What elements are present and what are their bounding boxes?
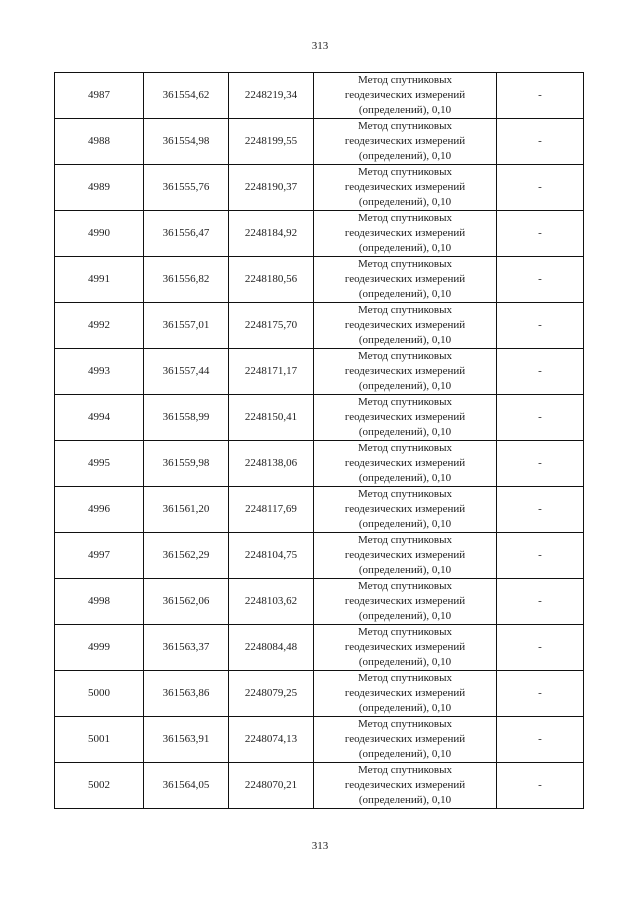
method-text: Метод спутниковых геодезических измерений (определений), 0,10 bbox=[344, 120, 466, 162]
method-cell bbox=[314, 303, 497, 349]
description-cell: - bbox=[497, 257, 584, 303]
method-cell bbox=[314, 533, 497, 579]
description-cell: - bbox=[497, 73, 584, 119]
table-row bbox=[55, 579, 584, 625]
table-row bbox=[55, 717, 584, 763]
y-coordinate-cell: 2248074,13 bbox=[229, 717, 314, 763]
point-number-cell: 4993 bbox=[55, 349, 144, 395]
description-cell: - bbox=[497, 763, 584, 809]
page-number-bottom: 313 bbox=[311, 840, 329, 852]
coordinates-table-body bbox=[55, 73, 584, 809]
method-text: Метод спутниковых геодезических измерений (определений), 0,10 bbox=[344, 488, 466, 530]
point-number-cell: 4995 bbox=[55, 441, 144, 487]
x-coordinate-cell: 361562,29 bbox=[144, 533, 229, 579]
method-text: Метод спутниковых геодезических измерений (определений), 0,10 bbox=[344, 626, 466, 668]
y-coordinate-cell: 2248171,17 bbox=[229, 349, 314, 395]
description-cell: - bbox=[497, 395, 584, 441]
table-row bbox=[55, 763, 584, 809]
table-row bbox=[55, 441, 584, 487]
x-coordinate-cell: 361557,44 bbox=[144, 349, 229, 395]
x-coordinate-cell: 361564,05 bbox=[144, 763, 229, 809]
x-coordinate-cell: 361563,91 bbox=[144, 717, 229, 763]
method-text: Метод спутниковых геодезических измерений (определений), 0,10 bbox=[344, 350, 466, 392]
x-coordinate-cell: 361556,82 bbox=[144, 257, 229, 303]
x-coordinate-cell: 361556,47 bbox=[144, 211, 229, 257]
x-coordinate-cell: 361557,01 bbox=[144, 303, 229, 349]
method-text: Метод спутниковых геодезических измерений (определений), 0,10 bbox=[344, 764, 466, 806]
table-row bbox=[55, 487, 584, 533]
y-coordinate-cell: 2248104,75 bbox=[229, 533, 314, 579]
description-cell: - bbox=[497, 671, 584, 717]
method-text: Метод спутниковых геодезических измерений (определений), 0,10 bbox=[344, 718, 466, 760]
method-text: Метод спутниковых геодезических измерений (определений), 0,10 bbox=[344, 304, 466, 346]
description-cell: - bbox=[497, 349, 584, 395]
y-coordinate-cell: 2248079,25 bbox=[229, 671, 314, 717]
method-cell bbox=[314, 119, 497, 165]
table-row bbox=[55, 119, 584, 165]
x-coordinate-cell: 361561,20 bbox=[144, 487, 229, 533]
method-text: Метод спутниковых геодезических измерений (определений), 0,10 bbox=[344, 258, 466, 300]
method-cell bbox=[314, 579, 497, 625]
description-cell: - bbox=[497, 625, 584, 671]
table-row bbox=[55, 625, 584, 671]
description-cell: - bbox=[497, 165, 584, 211]
method-text: Метод спутниковых геодезических измерений (определений), 0,10 bbox=[344, 396, 466, 438]
method-text: Метод спутниковых геодезических измерений (определений), 0,10 bbox=[344, 534, 466, 576]
x-coordinate-cell: 361563,37 bbox=[144, 625, 229, 671]
y-coordinate-cell: 2248117,69 bbox=[229, 487, 314, 533]
point-number-cell: 5001 bbox=[55, 717, 144, 763]
method-cell bbox=[314, 625, 497, 671]
method-cell bbox=[314, 73, 497, 119]
point-number-cell: 5002 bbox=[55, 763, 144, 809]
x-coordinate-cell: 361563,86 bbox=[144, 671, 229, 717]
method-cell bbox=[314, 487, 497, 533]
point-number-cell: 4989 bbox=[55, 165, 144, 211]
method-text: Метод спутниковых геодезических измерений (определений), 0,10 bbox=[344, 442, 466, 484]
method-cell bbox=[314, 763, 497, 809]
description-cell: - bbox=[497, 441, 584, 487]
y-coordinate-cell: 2248180,56 bbox=[229, 257, 314, 303]
x-coordinate-cell: 361555,76 bbox=[144, 165, 229, 211]
point-number-cell: 4994 bbox=[55, 395, 144, 441]
table-row bbox=[55, 671, 584, 717]
page-number-top: 313 bbox=[311, 40, 329, 52]
method-cell bbox=[314, 671, 497, 717]
description-cell: - bbox=[497, 211, 584, 257]
x-coordinate-cell: 361559,98 bbox=[144, 441, 229, 487]
y-coordinate-cell: 2248138,06 bbox=[229, 441, 314, 487]
x-coordinate-cell: 361562,06 bbox=[144, 579, 229, 625]
method-cell bbox=[314, 211, 497, 257]
coordinates-table bbox=[54, 72, 584, 809]
method-text: Метод спутниковых геодезических измерений (определений), 0,10 bbox=[344, 672, 466, 714]
method-cell bbox=[314, 717, 497, 763]
description-cell: - bbox=[497, 119, 584, 165]
point-number-cell: 4987 bbox=[55, 73, 144, 119]
table-row bbox=[55, 533, 584, 579]
point-number-cell: 5000 bbox=[55, 671, 144, 717]
point-number-cell: 4990 bbox=[55, 211, 144, 257]
description-cell: - bbox=[497, 717, 584, 763]
x-coordinate-cell: 361554,98 bbox=[144, 119, 229, 165]
table-row bbox=[55, 257, 584, 303]
table-row bbox=[55, 303, 584, 349]
point-number-cell: 4996 bbox=[55, 487, 144, 533]
method-text: Метод спутниковых геодезических измерений (определений), 0,10 bbox=[344, 580, 466, 622]
point-number-cell: 4988 bbox=[55, 119, 144, 165]
y-coordinate-cell: 2248199,55 bbox=[229, 119, 314, 165]
method-text: Метод спутниковых геодезических измерений (определений), 0,10 bbox=[344, 212, 466, 254]
table-row bbox=[55, 165, 584, 211]
description-cell: - bbox=[497, 303, 584, 349]
point-number-cell: 4997 bbox=[55, 533, 144, 579]
y-coordinate-cell: 2248175,70 bbox=[229, 303, 314, 349]
table-row bbox=[55, 73, 584, 119]
method-text: Метод спутниковых геодезических измерений (определений), 0,10 bbox=[344, 166, 466, 208]
table-row bbox=[55, 211, 584, 257]
table-row bbox=[55, 349, 584, 395]
method-cell bbox=[314, 349, 497, 395]
description-cell: - bbox=[497, 579, 584, 625]
point-number-cell: 4999 bbox=[55, 625, 144, 671]
table-row bbox=[55, 395, 584, 441]
point-number-cell: 4998 bbox=[55, 579, 144, 625]
y-coordinate-cell: 2248150,41 bbox=[229, 395, 314, 441]
y-coordinate-cell: 2248070,21 bbox=[229, 763, 314, 809]
y-coordinate-cell: 2248103,62 bbox=[229, 579, 314, 625]
method-cell bbox=[314, 441, 497, 487]
y-coordinate-cell: 2248190,37 bbox=[229, 165, 314, 211]
method-cell bbox=[314, 395, 497, 441]
method-cell bbox=[314, 257, 497, 303]
y-coordinate-cell: 2248219,34 bbox=[229, 73, 314, 119]
method-cell bbox=[314, 165, 497, 211]
method-text: Метод спутниковых геодезических измерений (определений), 0,10 bbox=[344, 74, 466, 116]
y-coordinate-cell: 2248184,92 bbox=[229, 211, 314, 257]
x-coordinate-cell: 361554,62 bbox=[144, 73, 229, 119]
description-cell: - bbox=[497, 487, 584, 533]
description-cell: - bbox=[497, 533, 584, 579]
x-coordinate-cell: 361558,99 bbox=[144, 395, 229, 441]
point-number-cell: 4991 bbox=[55, 257, 144, 303]
point-number-cell: 4992 bbox=[55, 303, 144, 349]
y-coordinate-cell: 2248084,48 bbox=[229, 625, 314, 671]
